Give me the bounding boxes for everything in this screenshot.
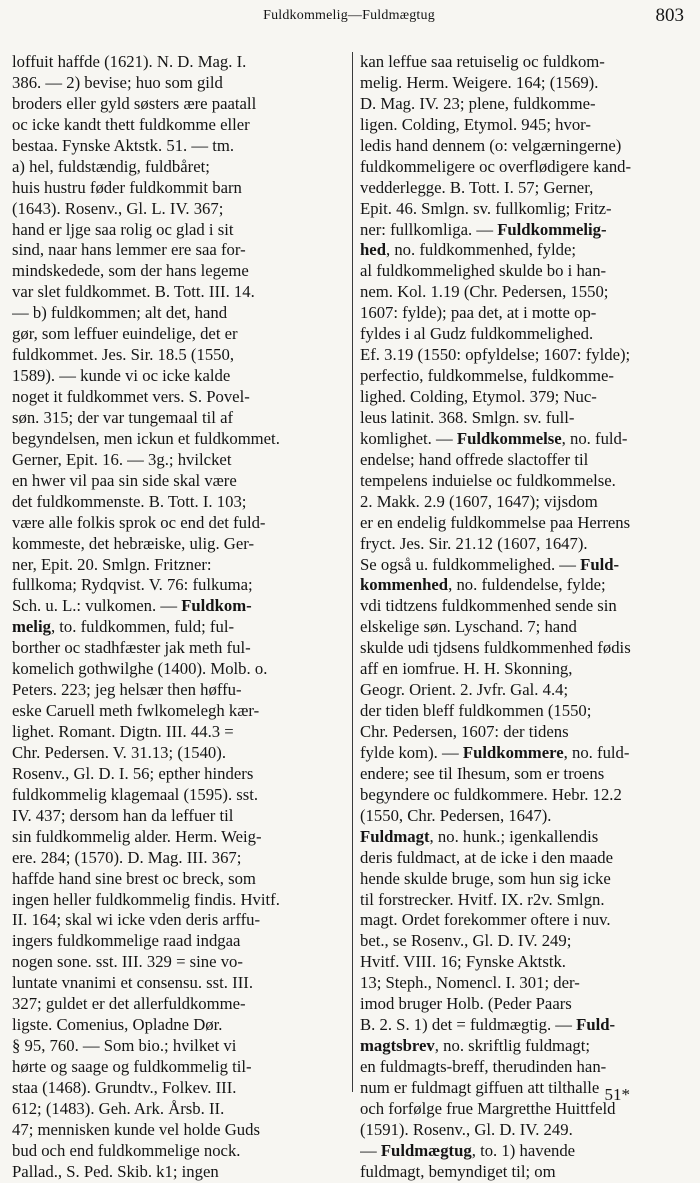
text-line	[12, 575, 348, 596]
text-line	[12, 910, 348, 931]
line-text: B. 2. S. 1) det = fuldmægtig. —	[360, 1015, 577, 1035]
line-text: fuldmagt, bemyndiget til; om	[360, 1161, 556, 1181]
line-text: bet., se Rosenv., Gl. D. IV. 249;	[360, 931, 572, 951]
text-line	[12, 680, 348, 701]
text-line	[360, 890, 696, 911]
text-line	[360, 1036, 696, 1057]
line-text: 1607: fylde); paa det, at i motte op-	[360, 303, 597, 323]
line-text: ner, Epit. 20. Smlgn. Fritzner:	[12, 554, 212, 574]
line-text: var slet fuldkommet. B. Tott. III. 14.	[12, 282, 255, 302]
text-line	[12, 282, 348, 303]
line-text: endere; see til Ihesum, som er troens	[360, 763, 605, 783]
line-text: være alle folkis sprok oc end det fuld-	[12, 512, 266, 532]
line-text: fuldkommet. Jes. Sir. 18.5 (1550,	[12, 345, 235, 365]
text-line	[12, 1099, 348, 1120]
line-text: ingen heller fuldkommelig findis. Hvitf.	[12, 889, 280, 909]
line-text: Chr. Pedersen. V. 31.13; (1540).	[12, 742, 226, 762]
text-line	[360, 1078, 696, 1099]
line-text: ligste. Comenius, Opladne Dør.	[12, 1015, 223, 1035]
line-text: magt. Ordet forekommer oftere i nuv.	[360, 910, 611, 930]
line-text: Ef. 3.19 (1550: opfyldelse; 1607: fylde);	[360, 345, 631, 365]
text-line	[360, 282, 696, 303]
line-text: bestaa. Fynske Aktstk. 51. — tm.	[12, 135, 235, 155]
line-text: fylde kom). —	[360, 742, 463, 762]
line-text: aff en iomfrue. H. H. Skonning,	[360, 659, 573, 679]
text-line	[12, 1141, 348, 1162]
text-line	[360, 910, 696, 931]
text-line	[360, 575, 696, 596]
left-column	[12, 52, 348, 1183]
text-columns	[12, 52, 688, 1181]
line-text: leus latinit. 368. Smlgn. sv. full-	[360, 407, 575, 427]
line-text: och forfølge frue Margretthe Huittfeld	[360, 1098, 616, 1118]
line-text: , no. fuldendelse, fylde;	[448, 575, 606, 595]
text-line	[12, 890, 348, 911]
line-text: 13; Steph., Nomencl. I. 301; der-	[360, 973, 580, 993]
text-line	[360, 408, 696, 429]
text-line	[12, 1078, 348, 1099]
text-line	[360, 492, 696, 513]
running-head: Fuldkommelig—Fuldmægtug	[263, 8, 435, 23]
text-line	[12, 596, 348, 617]
text-line	[12, 743, 348, 764]
text-line	[360, 199, 696, 220]
text-line	[360, 701, 696, 722]
text-line	[360, 345, 696, 366]
line-text: Rosenv., Gl. D. I. 56; epther hinders	[12, 763, 254, 783]
line-text: loffuit haffde (1621). N. D. Mag. I.	[12, 52, 247, 71]
line-text: bud och end fuldkommelige nock.	[12, 1140, 241, 1160]
text-line	[12, 52, 348, 73]
line-text: en hwer vil paa sin side skal være	[12, 470, 237, 490]
headword: Fuldmægtug	[380, 1140, 472, 1160]
line-text: (1643). Rosenv., Gl. L. IV. 367;	[12, 198, 224, 218]
text-line	[360, 1162, 696, 1183]
text-line	[360, 617, 696, 638]
line-text: , to. 1) havende	[471, 1140, 576, 1160]
line-text: (1550, Chr. Pedersen, 1647).	[360, 805, 552, 825]
line-text: luntate vnanimi et consensu. sst. III.	[12, 973, 253, 993]
text-line	[360, 973, 696, 994]
text-line	[12, 555, 348, 576]
line-text: søn. 315; der var tungemaal til af	[12, 407, 234, 427]
text-line	[12, 722, 348, 743]
line-text: 327; guldet er det allerfuldkomme-	[12, 994, 246, 1014]
line-text: er en endelig fuldkommelse paa Herrens	[360, 512, 631, 532]
text-line	[360, 848, 696, 869]
text-line	[12, 429, 348, 450]
text-line	[12, 408, 348, 429]
text-line	[360, 994, 696, 1015]
text-line	[360, 869, 696, 890]
text-line	[12, 94, 348, 115]
line-text: gør, som leffuer euindelige, det er	[12, 324, 238, 344]
line-text: borther oc stadhfæster jak meth ful-	[12, 638, 251, 658]
text-line	[12, 450, 348, 471]
signature-mark: 51*	[604, 1085, 630, 1104]
text-line	[12, 764, 348, 785]
text-line	[12, 387, 348, 408]
text-line	[12, 973, 348, 994]
text-line	[360, 785, 696, 806]
text-line	[360, 534, 696, 555]
text-line	[12, 1162, 348, 1183]
line-text: Gerner, Epit. 16. — 3g.; hvilcket	[12, 449, 232, 469]
text-line	[360, 659, 696, 680]
line-text: hand er ljge saa rolig oc glad i sit	[12, 219, 234, 239]
text-line	[360, 722, 696, 743]
line-text: hørte og saage og fuldkommelig til-	[12, 1057, 252, 1076]
right-column	[360, 52, 696, 1183]
line-text: oc icke kandt thett fuldkomme eller	[12, 114, 250, 134]
line-text: sind, naar hans lemmer ere saa for-	[12, 240, 246, 260]
line-text: 1589). — kunde vi oc icke kalde	[12, 366, 231, 386]
line-text: det fuldkommenste. B. Tott. I. 103;	[12, 491, 247, 511]
line-text: IV. 437; dersom han da leffuer til	[12, 805, 234, 825]
line-text: D. Mag. IV. 23; plene, fuldkomme-	[360, 93, 596, 113]
line-text: eske Caruell meth fwlkomelegh kær-	[12, 701, 260, 721]
line-text: a) hel, fuldstændig, fuldbåret;	[12, 156, 210, 176]
text-line	[360, 303, 696, 324]
headword: kommenhed	[360, 575, 449, 595]
text-line	[360, 806, 696, 827]
text-line	[12, 303, 348, 324]
line-text: , no. fuld-	[563, 742, 630, 762]
text-line	[12, 848, 348, 869]
line-text: kan leffue saa retuiselig oc fuldkom-	[360, 52, 605, 71]
line-text: en fuldmagts-breff, therudinden han-	[360, 1057, 607, 1076]
line-text: nogen sone. sst. III. 329 = sine vo-	[12, 952, 243, 972]
line-text: mindskedede, som der hans legeme	[12, 261, 249, 281]
line-text: , no. fuldkommenhed, fylde;	[385, 240, 576, 260]
line-text: Hvitf. VIII. 16; Fynske Aktstk.	[360, 952, 566, 972]
text-line	[12, 240, 348, 261]
text-line	[12, 1036, 348, 1057]
headword: Fuld-	[576, 1015, 616, 1035]
line-text: sin fuldkommelig alder. Herm. Weig-	[12, 826, 262, 846]
headword: Fuldkommelse	[456, 428, 562, 448]
text-line	[360, 157, 696, 178]
headword: hed	[360, 240, 386, 260]
text-line	[360, 1015, 696, 1036]
text-line	[12, 345, 348, 366]
line-text: Chr. Pedersen, 1607: der tidens	[360, 722, 569, 741]
line-text: kommeste, det hebræiske, ulig. Ger-	[12, 533, 255, 553]
line-text: 2. Makk. 2.9 (1607, 1647); vijsdom	[360, 491, 598, 511]
text-line	[360, 1099, 696, 1120]
text-line	[360, 827, 696, 848]
line-text: fryct. Jes. Sir. 21.12 (1607, 1647).	[360, 533, 588, 553]
line-text: huis hustru føder fuldkommit barn	[12, 177, 242, 197]
line-text: lighet. Romant. Digtn. III. 44.3 =	[12, 722, 234, 741]
headword: Fuld-	[580, 554, 620, 574]
headword: Fuldkommelig-	[497, 219, 607, 239]
text-line	[12, 931, 348, 952]
line-text: skulde udi tjdsens fuldkommenhed fødis	[360, 638, 631, 658]
text-line	[360, 73, 696, 94]
text-line	[360, 471, 696, 492]
line-text: lighed. Colding, Etymol. 379; Nuc-	[360, 387, 597, 406]
line-text: komlighet. —	[360, 428, 457, 448]
text-line	[360, 178, 696, 199]
text-line	[360, 387, 696, 408]
line-text: noget it fuldkommet vers. S. Povel-	[12, 387, 250, 406]
text-line	[12, 1057, 348, 1078]
line-text: § 95, 760. — Som bio.; hvilket vi	[12, 1036, 237, 1056]
line-text: 386. — 2) bevise; huo som gild	[12, 72, 223, 92]
line-text: imod bruger Holb. (Peder Paars	[360, 994, 572, 1014]
text-line	[12, 115, 348, 136]
text-line	[360, 596, 696, 617]
headword: magtsbrev	[360, 1036, 435, 1056]
text-line	[360, 450, 696, 471]
headword: Fuldmagt	[360, 826, 430, 846]
line-text: Epit. 46. Smlgn. sv. fullkomlig; Fritz-	[360, 198, 612, 218]
line-text: perfectio, fuldkommelse, fuldkomme-	[360, 366, 614, 386]
text-line	[360, 931, 696, 952]
line-text: Peters. 223; jeg helsær then høffu-	[12, 680, 242, 700]
line-text: vedderlegge. B. Tott. I. 57; Gerner,	[360, 177, 594, 197]
line-text: Geogr. Orient. 2. Jvfr. Gal. 4.4;	[360, 680, 569, 700]
line-text: ligen. Colding, Etymol. 945; hvor-	[360, 114, 591, 134]
text-line	[360, 952, 696, 973]
line-text: endelse; hand offrede slactoffer til	[360, 449, 589, 469]
text-line	[360, 115, 696, 136]
text-line	[360, 638, 696, 659]
line-text: vdi tidtzens fuldkommenhed sende sin	[360, 596, 617, 616]
text-line	[12, 617, 348, 638]
headword: melig	[12, 617, 51, 637]
text-line	[12, 178, 348, 199]
text-line	[12, 471, 348, 492]
text-line	[12, 492, 348, 513]
text-line	[12, 785, 348, 806]
line-text: , to. fuldkommen, fuld; ful-	[50, 617, 235, 637]
text-line	[12, 1015, 348, 1036]
line-text: , no. fuld-	[561, 428, 628, 448]
text-line	[12, 869, 348, 890]
line-text: II. 164; skal wi icke vden deris arffu-	[12, 910, 261, 930]
line-text: elskelige søn. Lyschand. 7; hand	[360, 617, 577, 637]
line-text: broders eller gyld søsters ære paatall	[12, 93, 257, 113]
line-text: der tiden bleff fuldkommen (1550;	[360, 701, 592, 721]
text-line	[12, 638, 348, 659]
page-header	[8, 4, 690, 30]
text-line	[12, 994, 348, 1015]
text-line	[12, 324, 348, 345]
line-text: tempelens induielse oc fuldkommelse.	[360, 470, 616, 490]
line-text: ner: fullkomliga. —	[360, 219, 498, 239]
line-text: Pallad., S. Ped. Skib. k1; ingen	[12, 1161, 219, 1181]
text-line	[360, 240, 696, 261]
text-line	[12, 659, 348, 680]
column-divider	[352, 52, 353, 1092]
line-text: , no. hunk.; igenkallendis	[429, 826, 599, 846]
line-text: til forstrecker. Hvitf. IX. r2v. Smlgn.	[360, 889, 605, 909]
line-text: fuldkommeligere oc overflødigere kand-	[360, 156, 632, 176]
text-line	[360, 743, 696, 764]
text-line	[360, 764, 696, 785]
text-line	[360, 555, 696, 576]
line-text: haffde hand sine brest oc breck, som	[12, 868, 256, 888]
line-text: ledis hand dennem (o: velgærningerne)	[360, 135, 622, 155]
text-line	[360, 1120, 696, 1141]
line-text: melig. Herm. Weigere. 164; (1569).	[360, 72, 599, 92]
text-line	[360, 220, 696, 241]
line-text: begyndere oc fuldkommere. Hebr. 12.2	[360, 784, 622, 804]
text-line	[12, 157, 348, 178]
line-text: (1591). Rosenv., Gl. D. IV. 249.	[360, 1119, 573, 1139]
text-line	[12, 220, 348, 241]
text-line	[12, 827, 348, 848]
text-line	[12, 261, 348, 282]
text-line	[12, 701, 348, 722]
line-text: komelich gothwilghe (1400). Molb. o.	[12, 659, 268, 679]
line-text: 612; (1483). Geh. Ark. Årsb. II.	[12, 1098, 225, 1118]
text-line	[360, 136, 696, 157]
text-line	[12, 73, 348, 94]
text-line	[12, 199, 348, 220]
line-text: Se også u. fuldkommelighed. —	[360, 554, 581, 574]
text-line	[12, 136, 348, 157]
text-line	[12, 513, 348, 534]
line-text: , no. skriftlig fuldmagt;	[434, 1036, 591, 1056]
line-text: al fuldkommelighed skulde bo i han-	[360, 261, 607, 281]
text-line	[12, 534, 348, 555]
text-line	[12, 366, 348, 387]
text-line	[12, 952, 348, 973]
line-text: 47; mennisken kunde vel holde Guds	[12, 1119, 260, 1139]
line-text: ere. 284; (1570). D. Mag. III. 367;	[12, 847, 242, 867]
line-text: nem. Kol. 1.19 (Chr. Pedersen, 1550;	[360, 282, 609, 302]
line-text: begyndelsen, men ickun et fuldkommet.	[12, 428, 280, 448]
text-line	[360, 429, 696, 450]
line-text: fuldkommelig klagemaal (1595). sst.	[12, 784, 259, 804]
line-text: hende skulde bruge, som hun sig icke	[360, 868, 611, 888]
line-text: Sch. u. L.: vulkomen. —	[12, 596, 182, 616]
line-text: fullkoma; Rydqvist. V. 76: fulkuma;	[12, 575, 253, 595]
line-text: — b) fuldkommen; alt det, hand	[12, 303, 228, 323]
text-line	[360, 1141, 696, 1162]
text-line	[12, 806, 348, 827]
line-text: ingers fuldkommelige raad indgaa	[12, 931, 241, 951]
line-text: deris fuldmact, at de icke i den maade	[360, 847, 613, 867]
text-line	[12, 1120, 348, 1141]
line-text: —	[360, 1140, 381, 1160]
line-text: staa (1468). Grundtv., Folkev. III.	[12, 1077, 237, 1097]
headword: Fuldkom-	[181, 596, 252, 616]
text-line	[360, 366, 696, 387]
headword: Fuldkommere	[462, 742, 564, 762]
page-number: 803	[655, 5, 684, 26]
text-line	[360, 52, 696, 73]
text-line	[360, 324, 696, 345]
text-line	[360, 1057, 696, 1078]
text-line	[360, 513, 696, 534]
text-line	[360, 680, 696, 701]
text-line	[360, 94, 696, 115]
line-text: num er fuldmagt giffuen att tilthalle	[360, 1077, 600, 1097]
text-line	[360, 261, 696, 282]
line-text: fyldes i al Gudz fuldkommelighed.	[360, 324, 594, 344]
